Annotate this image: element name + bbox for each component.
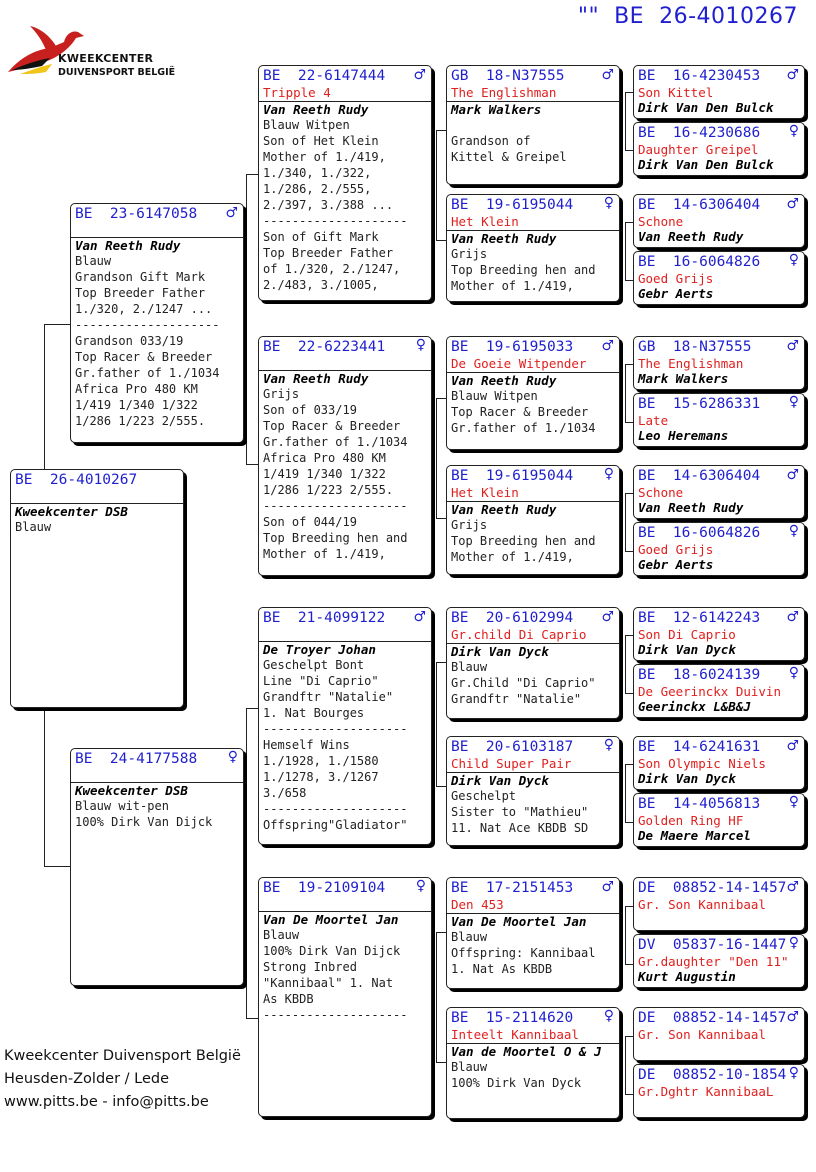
logo-line1: KWEEKCENTER bbox=[58, 52, 154, 65]
owner-name: Van Reeth Rudy bbox=[451, 373, 557, 388]
pigeon-card-g12[interactable] bbox=[633, 793, 805, 847]
connector-line bbox=[436, 130, 446, 131]
pigeon-card-g4[interactable] bbox=[633, 251, 805, 305]
pigeon-card-g15[interactable] bbox=[633, 1007, 805, 1061]
sex-icon: ♀ bbox=[603, 737, 614, 753]
pigeon-name: Het Klein bbox=[451, 214, 519, 229]
connector-line bbox=[436, 130, 437, 240]
pigeon-name: Gr.Dghtr KannibaaL bbox=[638, 1084, 774, 1099]
sex-icon: ♂ bbox=[601, 879, 614, 895]
pigeon-notes: Blauw Offspring: Kannibaal 1. Nat As KBDB bbox=[451, 930, 596, 976]
connector-line bbox=[625, 422, 633, 423]
ring-number: BE 16-6064826 bbox=[638, 525, 761, 541]
connector-line bbox=[246, 174, 247, 464]
ring-number: BE 18-6024139 bbox=[638, 667, 761, 683]
pigeon-notes: Geschelpt Sister to "Mathieu" 11. Nat Ace KBDB SD bbox=[451, 789, 589, 835]
sex-icon: ♀ bbox=[788, 523, 799, 539]
connector-line bbox=[44, 324, 45, 470]
pigeon-name: Den 453 bbox=[451, 897, 504, 912]
sex-icon: ♀ bbox=[788, 794, 799, 810]
pigeon-notes: Blauw Witpen Son of Het Klein Mother of 1./419, 1./340, 1./322, 1./286, 2./555, 2./397, 3./388 ... -------------------- Son of Gift Mark Top Breeder Father of 1./320, 2./1247, 2./483, 3./1005, bbox=[263, 118, 408, 292]
owner-name: Van Reeth Rudy bbox=[638, 229, 744, 244]
pigeon-name: Gr.daughter "Den 11" bbox=[638, 954, 789, 969]
pigeon-name: Inteelt Kannibaal bbox=[451, 1027, 579, 1042]
footer-contact[interactable]: www.pitts.be - info@pitts.be bbox=[4, 1094, 209, 1110]
connector-line bbox=[625, 92, 626, 150]
pigeon-notes: Grijs Son of 033/19 Top Racer & Breeder Gr.father of 1./1034 Africa Pro 480 KM 1/419 1/340 1/322 1/286 1/223 2/555. -------------------- Son of 044/19 Top Breeding hen and Mother of 1./419, bbox=[263, 387, 408, 561]
connector-line bbox=[625, 222, 633, 223]
owner-name: Kweekcenter DSB bbox=[75, 783, 188, 798]
connector-line bbox=[436, 662, 437, 786]
footer-location: Heusden-Zolder / Lede bbox=[4, 1071, 170, 1087]
pigeon-notes: Grandson of Kittel & Greipel bbox=[451, 134, 567, 164]
sex-icon: ♀ bbox=[788, 394, 799, 410]
ring-number: BE 14-4056813 bbox=[638, 796, 761, 812]
connector-line bbox=[625, 493, 626, 551]
ring-number: BE 20-6103187 bbox=[451, 739, 574, 755]
pigeon-name: Schone bbox=[638, 485, 684, 500]
connector-line bbox=[625, 906, 626, 964]
header-id: BE 26-4010267 bbox=[614, 4, 798, 29]
ring-number: BE 23-6147058 bbox=[75, 206, 198, 222]
pigeon-name: Son Kittel bbox=[638, 85, 714, 100]
pigeon-card-sire[interactable] bbox=[70, 203, 244, 443]
owner-name: Van De Moortel Jan bbox=[263, 912, 399, 927]
pigeon-notes: Grijs Top Breeding hen and Mother of 1./419, bbox=[451, 247, 596, 293]
logo-line2: DUIVENSPORT BELGIË bbox=[58, 67, 176, 78]
ring-number: BE 15-6286331 bbox=[638, 396, 761, 412]
pigeon-card-g5[interactable] bbox=[633, 336, 805, 390]
pigeon-card-g11[interactable] bbox=[633, 736, 805, 790]
connector-line bbox=[436, 398, 437, 518]
pigeon-card-sds[interactable] bbox=[446, 336, 620, 450]
owner-name: Dirk Van Dyck bbox=[638, 642, 736, 657]
owner-name: Van Reeth Rudy bbox=[451, 231, 557, 246]
ring-number: BE 22-6147444 bbox=[263, 68, 386, 84]
pigeon-name: De Geerinckx Duivin bbox=[638, 684, 781, 699]
connector-line bbox=[625, 364, 626, 422]
owner-name: Dirk Van Den Bulck bbox=[638, 100, 774, 115]
connector-line bbox=[625, 551, 633, 552]
pigeon-card-subject[interactable] bbox=[10, 469, 184, 708]
connector-line bbox=[436, 662, 446, 663]
connector-line bbox=[246, 464, 258, 465]
ring-number: DE 08852-10-1854 bbox=[638, 1067, 787, 1083]
connector-line bbox=[436, 932, 437, 1062]
pigeon-notes: Blauw Gr.Child "Di Caprio" Grandftr "Natalie" bbox=[451, 660, 596, 706]
connector-line bbox=[436, 786, 446, 787]
owner-name: De Maere Marcel bbox=[638, 828, 751, 843]
ring-number: BE 14-6241631 bbox=[638, 739, 761, 755]
owner-name: Kurt Augustin bbox=[638, 969, 736, 984]
pigeon-name: De Goeie Witpender bbox=[451, 356, 587, 371]
ring-number: DV 05837-16-1447 bbox=[638, 937, 787, 953]
sex-icon: ♂ bbox=[225, 205, 238, 221]
sex-icon: ♂ bbox=[413, 609, 426, 625]
ring-number: BE 19-6195044 bbox=[451, 468, 574, 484]
connector-line bbox=[44, 866, 70, 867]
pigeon-card-sdd[interactable] bbox=[446, 465, 620, 575]
sex-icon: ♀ bbox=[603, 195, 614, 211]
ring-number: BE 16-4230453 bbox=[638, 68, 761, 84]
ring-number: BE 26-4010267 bbox=[15, 472, 138, 488]
connector-line bbox=[625, 764, 626, 822]
pigeon-name: Son Olympic Niels bbox=[638, 756, 766, 771]
ring-number: GB 18-N37555 bbox=[451, 68, 565, 84]
ring-number: BE 19-6195033 bbox=[451, 339, 574, 355]
pigeon-card-dam[interactable] bbox=[70, 748, 244, 986]
sex-icon: ♀ bbox=[415, 878, 426, 894]
sex-icon: ♂ bbox=[786, 338, 799, 354]
connector-line bbox=[625, 150, 633, 151]
ring-number: BE 14-6306404 bbox=[638, 197, 761, 213]
owner-name: Van Reeth Rudy bbox=[638, 500, 744, 515]
ring-number: BE 16-6064826 bbox=[638, 254, 761, 270]
owner-name: Van Reeth Rudy bbox=[263, 102, 369, 117]
connector-line bbox=[625, 1094, 633, 1095]
pedigree-ring-number bbox=[578, 4, 798, 29]
sex-icon: ♂ bbox=[786, 738, 799, 754]
sex-icon: ♀ bbox=[788, 1065, 799, 1081]
owner-name: Van De Moortel Jan bbox=[451, 914, 587, 929]
connector-line bbox=[436, 518, 446, 519]
connector-line bbox=[625, 364, 633, 365]
connector-line bbox=[625, 964, 633, 965]
pigeon-notes: Geschelpt Bont Line "Di Caprio" Grandftr "Natalie" 1. Nat Bourges -------------------- Hemself Wins 1./1928, 1./1580 1./1278, 3./1267 3./658 -------------------- Offspring"Gladiator" bbox=[263, 658, 408, 832]
ring-number: BE 22-6223441 bbox=[263, 339, 386, 355]
connector-line bbox=[436, 398, 446, 399]
connector-line bbox=[625, 635, 626, 693]
sex-icon: ♀ bbox=[788, 123, 799, 139]
connector-line bbox=[625, 222, 626, 280]
owner-name: De Troyer Johan bbox=[263, 642, 376, 657]
pigeon-name: Late bbox=[638, 413, 669, 428]
ring-number: BE 14-6306404 bbox=[638, 468, 761, 484]
pigeon-name: The Englishman bbox=[638, 356, 744, 371]
sex-icon: ♀ bbox=[788, 252, 799, 268]
ring-number: BE 17-2151453 bbox=[451, 880, 574, 896]
pigeon-notes: Grijs Top Breeding hen and Mother of 1./419, bbox=[451, 518, 596, 564]
pigeon-name: The Englishman bbox=[451, 85, 557, 100]
ring-number: BE 20-6102994 bbox=[451, 610, 574, 626]
connector-line bbox=[436, 240, 446, 241]
pigeon-card-dds[interactable] bbox=[446, 877, 620, 989]
pigeon-notes: Blauw 100% Dirk Van Dijck Strong Inbred "Kannibaal" 1. Nat As KBDB -------------------- bbox=[263, 928, 408, 1022]
sex-icon: ♂ bbox=[413, 67, 426, 83]
pigeon-name: Tripple 4 bbox=[263, 85, 331, 100]
pigeon-card-g9[interactable] bbox=[633, 607, 805, 661]
connector-line bbox=[246, 708, 258, 709]
pigeon-name: Son Di Caprio bbox=[638, 627, 736, 642]
pigeon-card-g10[interactable] bbox=[633, 664, 805, 718]
connector-line bbox=[625, 764, 633, 765]
owner-name: Leo Heremans bbox=[638, 428, 729, 443]
sex-icon: ♂ bbox=[786, 467, 799, 483]
pigeon-name: Goed Grijs bbox=[638, 542, 714, 557]
owner-name: Van Reeth Rudy bbox=[263, 371, 369, 386]
pigeon-name: Het Klein bbox=[451, 485, 519, 500]
connector-line bbox=[436, 932, 446, 933]
pigeon-notes: Blauw 100% Dirk Van Dyck bbox=[451, 1060, 582, 1090]
pigeon-card-g2[interactable] bbox=[633, 122, 805, 176]
sex-icon: ♂ bbox=[601, 67, 614, 83]
connector-line bbox=[246, 708, 247, 1018]
pigeon-name: Gr.child Di Caprio bbox=[451, 627, 587, 642]
connector-line bbox=[625, 693, 633, 694]
owner-name: Van Reeth Rudy bbox=[75, 238, 181, 253]
owner-name: Dirk Van Dyck bbox=[451, 644, 549, 659]
connector-line bbox=[625, 906, 633, 907]
sex-icon: ♂ bbox=[786, 67, 799, 83]
connector-line bbox=[246, 174, 258, 175]
pigeon-card-sss[interactable] bbox=[446, 65, 620, 185]
ring-number: BE 21-4099122 bbox=[263, 610, 386, 626]
owner-name: Kweekcenter DSB bbox=[15, 504, 128, 519]
sex-icon: ♂ bbox=[786, 1009, 799, 1025]
ring-number: BE 12-6142243 bbox=[638, 610, 761, 626]
pigeon-card-g3[interactable] bbox=[633, 194, 805, 248]
ring-number: BE 16-4230686 bbox=[638, 125, 761, 141]
pigeon-notes: Blauw Grandson Gift Mark Top Breeder Father 1./320, 2./1247 ... -------------------- Grandson 033/19 Top Racer & Breeder Gr.father of 1./1034 Africa Pro 480 KM 1/419 1/340 1/322 1/286 1/223 2/555. bbox=[75, 254, 220, 428]
sex-icon: ♀ bbox=[788, 935, 799, 951]
pigeon-card-g8[interactable] bbox=[633, 522, 805, 576]
pigeon-notes: Blauw wit-pen 100% Dirk Van Dijck bbox=[75, 799, 213, 829]
sex-icon: ♂ bbox=[601, 338, 614, 354]
pigeon-name: Child Super Pair bbox=[451, 756, 572, 771]
sex-icon: ♂ bbox=[601, 609, 614, 625]
connector-line bbox=[625, 1036, 626, 1094]
pigeon-card-dss[interactable] bbox=[446, 607, 620, 719]
pigeon-name: Golden Ring HF bbox=[638, 813, 744, 828]
sex-icon: ♀ bbox=[603, 1008, 614, 1024]
connector-line bbox=[625, 493, 633, 494]
owner-name: Van Reeth Rudy bbox=[451, 502, 557, 517]
owner-name: Mark Walkers bbox=[451, 102, 542, 117]
pigeon-card-dsd[interactable] bbox=[446, 736, 620, 846]
connector-line bbox=[625, 635, 633, 636]
pigeon-card-g1[interactable] bbox=[633, 65, 805, 119]
pigeon-card-g16[interactable] bbox=[633, 1064, 805, 1118]
kweekcenter-logo bbox=[6, 14, 176, 86]
pigeon-card-g13[interactable] bbox=[633, 877, 805, 931]
sex-icon: ♂ bbox=[786, 609, 799, 625]
ring-number: DE 08852-14-1457 bbox=[638, 1010, 787, 1026]
ring-number: DE 08852-14-1457 bbox=[638, 880, 787, 896]
pigeon-card-dd[interactable] bbox=[258, 877, 432, 1117]
pigeon-notes: Blauw bbox=[15, 520, 52, 534]
connector-line bbox=[246, 1018, 258, 1019]
pigeon-card-g6[interactable] bbox=[633, 393, 805, 447]
pigeon-card-g7[interactable] bbox=[633, 465, 805, 519]
connector-line bbox=[44, 324, 70, 325]
ring-number: BE 19-2109104 bbox=[263, 880, 386, 896]
owner-name: Mark Walkers bbox=[638, 371, 729, 386]
owner-name: Geerinckx L&B&J bbox=[638, 699, 751, 714]
sex-icon: ♀ bbox=[603, 466, 614, 482]
connector-line bbox=[436, 1062, 446, 1063]
owner-name: Dirk Van Dyck bbox=[451, 773, 549, 788]
owner-name: Dirk Van Dyck bbox=[638, 771, 736, 786]
pigeon-name: Gr. Son Kannibaal bbox=[638, 897, 766, 912]
ring-number: BE 15-2114620 bbox=[451, 1010, 574, 1026]
connector-line bbox=[44, 708, 45, 866]
connector-line bbox=[625, 280, 633, 281]
sex-icon: ♂ bbox=[786, 196, 799, 212]
header-quote: "" bbox=[577, 4, 600, 29]
owner-name: Dirk Van Den Bulck bbox=[638, 157, 774, 172]
footer-company: Kweekcenter Duivensport België bbox=[4, 1048, 241, 1064]
connector-line bbox=[625, 92, 633, 93]
ring-number: BE 19-6195044 bbox=[451, 197, 574, 213]
ring-number: BE 24-4177588 bbox=[75, 751, 198, 767]
pigeon-name: Goed Grijs bbox=[638, 271, 714, 286]
pigeon-card-ddd[interactable] bbox=[446, 1007, 620, 1119]
sex-icon: ♂ bbox=[786, 879, 799, 895]
sex-icon: ♀ bbox=[415, 337, 426, 353]
pigeon-name: Schone bbox=[638, 214, 684, 229]
sex-icon: ♀ bbox=[227, 749, 238, 765]
connector-line bbox=[625, 822, 633, 823]
pigeon-card-sd[interactable] bbox=[258, 336, 432, 576]
pigeon-card-ss[interactable] bbox=[258, 65, 432, 301]
pigeon-card-ssd[interactable] bbox=[446, 194, 620, 302]
pigeon-card-g14[interactable] bbox=[633, 934, 805, 988]
owner-name: Van de Moortel O & J bbox=[451, 1044, 602, 1059]
pigeon-name: Gr. Son Kannibaal bbox=[638, 1027, 766, 1042]
owner-name: Gebr Aerts bbox=[638, 557, 714, 572]
pigeon-name: Daughter Greipel bbox=[638, 142, 759, 157]
pigeon-notes: Blauw Witpen Top Racer & Breeder Gr.father of 1./1034 bbox=[451, 389, 596, 435]
connector-line bbox=[625, 1036, 633, 1037]
ring-number: GB 18-N37555 bbox=[638, 339, 752, 355]
sex-icon: ♀ bbox=[788, 665, 799, 681]
owner-name: Gebr Aerts bbox=[638, 286, 714, 301]
pigeon-card-ds[interactable] bbox=[258, 607, 432, 845]
